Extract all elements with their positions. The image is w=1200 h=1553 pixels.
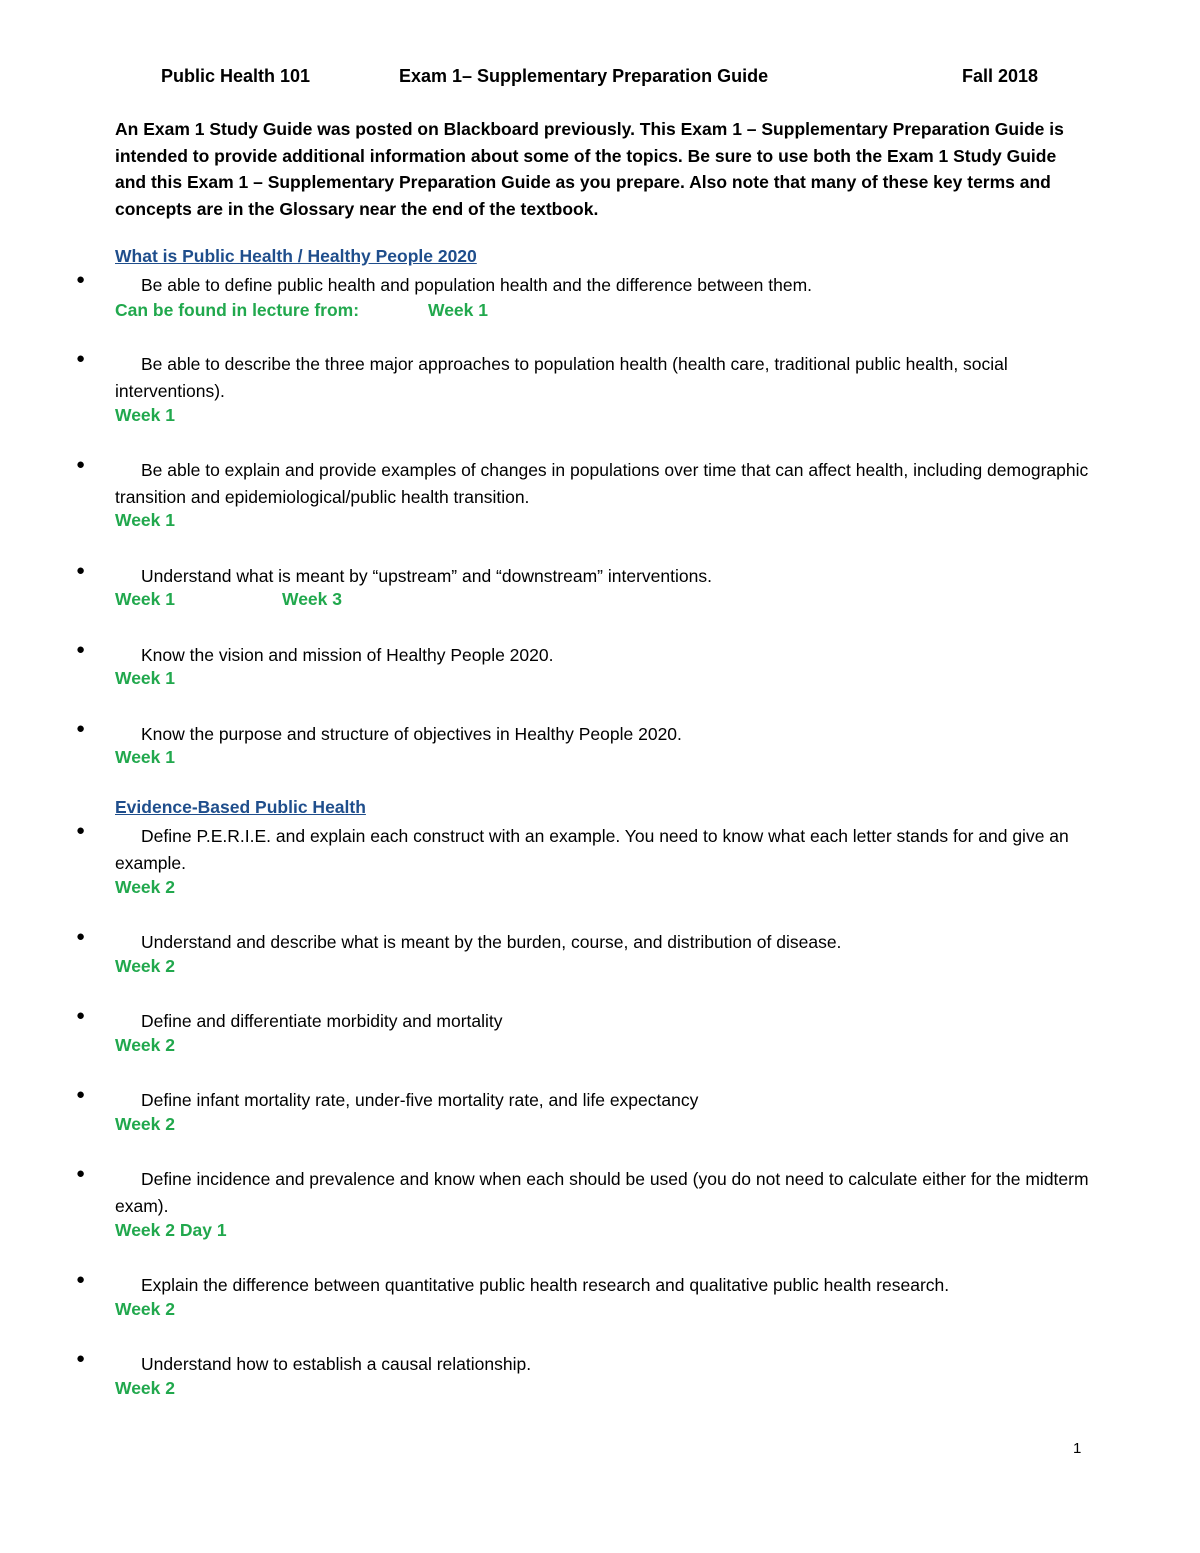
item-text: Define infant mortality rate, under-five mortality rate, and life expectancy bbox=[141, 1090, 699, 1110]
item-text: Define P.E.R.I.E. and explain each construct with an example. You need to know what each letter stands for and give an example. bbox=[115, 826, 1069, 873]
week-label: Week 1 bbox=[115, 589, 175, 609]
item-text: Understand what is meant by “upstream” and “downstream” interventions. bbox=[141, 566, 712, 586]
item-text: Define incidence and prevalence and know when each should be used (you do not need to calculate either for the midterm exam). bbox=[115, 1169, 1089, 1216]
bullet-icon: ● bbox=[76, 1086, 86, 1103]
page-header bbox=[0, 66, 1200, 90]
bullet-icon: ● bbox=[76, 1165, 86, 1182]
section-title-public-health: What is Public Health / Healthy People 2020 bbox=[115, 246, 477, 266]
bullet-icon: ● bbox=[76, 350, 86, 367]
page-number: 1 bbox=[1073, 1440, 1082, 1457]
item-text: Know the vision and mission of Healthy People 2020. bbox=[141, 645, 554, 665]
week-label: Week 1 bbox=[428, 300, 488, 320]
bullet-icon: ● bbox=[76, 271, 86, 288]
week-label: Week 2 bbox=[115, 1035, 175, 1055]
header-title: Exam 1– Supplementary Preparation Guide bbox=[399, 66, 769, 86]
week-label: Week 2 bbox=[115, 1299, 175, 1319]
item-text: Explain the difference between quantitative public health research and qualitative public health research. bbox=[141, 1275, 950, 1295]
item-text: Know the purpose and structure of objectives in Healthy People 2020. bbox=[141, 724, 682, 744]
intro-paragraph: An Exam 1 Study Guide was posted on Blackboard previously. This Exam 1 – Supplementary Preparation Guide is intended to provide additional information about some of the topics. Be sure to use both the Exam 1 Study Guide and this Exam 1 – Supplementary Preparation Guide as you prepare. Also note that many of these key terms and concepts are in the Glossary near the end of the textbook. bbox=[115, 119, 1064, 219]
bullet-icon: ● bbox=[76, 720, 86, 737]
bullet-icon: ● bbox=[76, 1271, 86, 1288]
bullet-icon: ● bbox=[76, 822, 86, 839]
week-reference bbox=[115, 589, 342, 610]
week-label-extra: Week 3 bbox=[282, 589, 342, 609]
item-text: Be able to describe the three major approaches to population health (health care, traditional public health, social interventions). bbox=[115, 354, 1008, 401]
bullet-icon: ● bbox=[76, 1007, 86, 1024]
week-label: Week 2 Day 1 bbox=[115, 1220, 227, 1240]
week-label: Week 2 bbox=[115, 877, 175, 897]
week-label: Week 1 bbox=[115, 668, 175, 688]
bullet-icon: ● bbox=[76, 456, 86, 473]
item-text: Understand and describe what is meant by the burden, course, and distribution of disease. bbox=[141, 932, 842, 952]
week-reference bbox=[115, 300, 488, 321]
bullet-icon: ● bbox=[76, 928, 86, 945]
week-label: Week 2 bbox=[115, 956, 175, 976]
header-course: Public Health 101 bbox=[161, 66, 311, 86]
item-text: Be able to explain and provide examples of changes in populations over time that can affect health, including demographic transition and epidemiological/public health transition. bbox=[115, 460, 1089, 507]
bullet-icon: ● bbox=[76, 1350, 86, 1367]
week-label: Week 2 bbox=[115, 1378, 175, 1398]
bullet-icon: ● bbox=[76, 641, 86, 658]
week-label: Week 1 bbox=[115, 747, 175, 767]
header-term: Fall 2018 bbox=[962, 66, 1039, 86]
item-text: Be able to define public health and population health and the difference between them. bbox=[141, 275, 813, 295]
week-label: Week 1 bbox=[115, 510, 175, 530]
bullet-icon: ● bbox=[76, 562, 86, 579]
item-text: Understand how to establish a causal relationship. bbox=[141, 1354, 532, 1374]
item-text: Define and differentiate morbidity and mortality bbox=[141, 1011, 503, 1031]
reference-label: Can be found in lecture from: bbox=[115, 300, 360, 320]
section-title-evidence-based: Evidence-Based Public Health bbox=[115, 797, 366, 817]
week-label: Week 1 bbox=[115, 405, 175, 425]
week-label: Week 2 bbox=[115, 1114, 175, 1134]
